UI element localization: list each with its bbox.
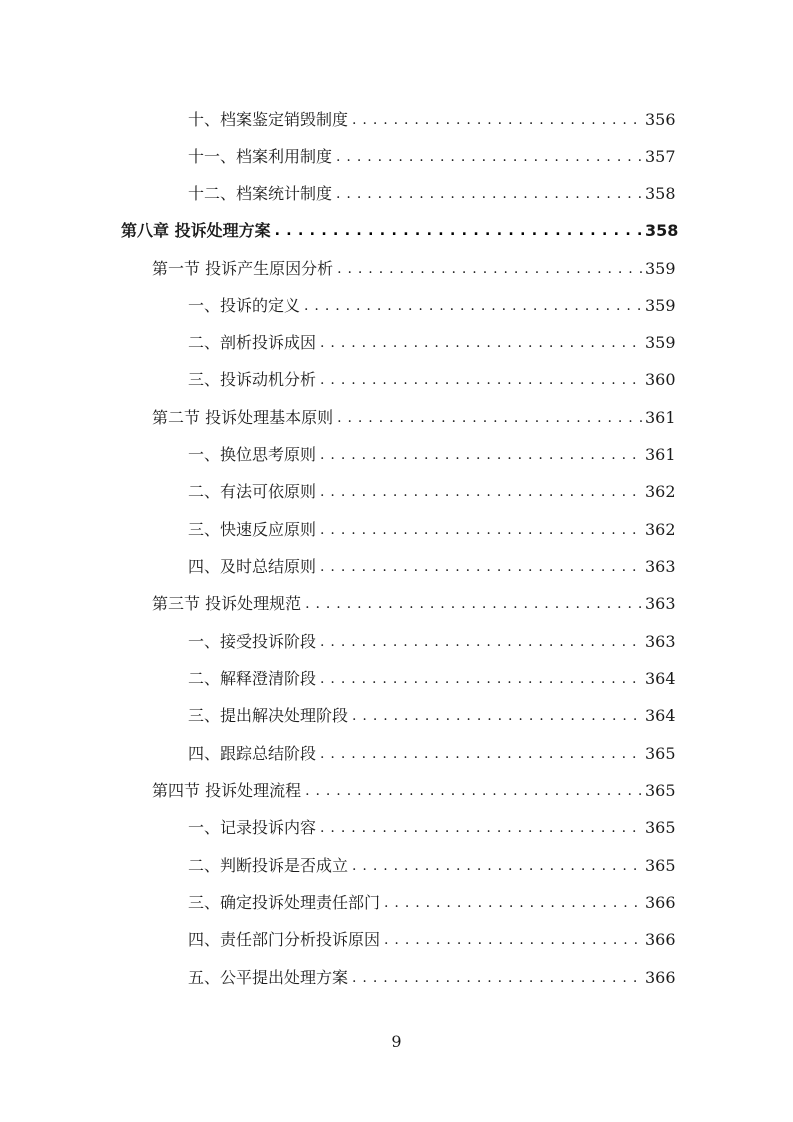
toc-entry-page: 360 <box>645 370 676 389</box>
toc-leader-dots <box>337 254 643 284</box>
toc-entry[interactable] <box>188 440 676 470</box>
toc-entry-label: 二、剖析投诉成因 <box>188 333 317 352</box>
toc-leader-dots <box>336 142 643 172</box>
toc-entry-page: 362 <box>645 482 676 501</box>
toc-entry[interactable] <box>188 328 676 358</box>
toc-section-entry[interactable] <box>152 589 676 619</box>
toc-entry[interactable] <box>188 105 676 135</box>
toc-entry-label: 第八章 投诉处理方案 <box>121 221 271 240</box>
toc-entry[interactable] <box>188 739 676 769</box>
toc-entry-page: 361 <box>645 408 676 427</box>
toc-entry-page: 363 <box>645 557 676 576</box>
toc-leader-dots <box>320 664 643 694</box>
toc-entry-label: 三、投诉动机分析 <box>188 370 317 389</box>
toc-entry[interactable] <box>188 515 676 545</box>
toc-leader-dots <box>320 627 643 657</box>
toc-entry-page: 363 <box>645 594 676 613</box>
toc-entry-label: 二、解释澄清阶段 <box>188 669 317 688</box>
toc-leader-dots <box>320 440 643 470</box>
toc-entry-label: 十二、档案统计制度 <box>188 184 333 203</box>
toc-leader-dots <box>320 365 643 395</box>
toc-entry[interactable] <box>188 179 676 209</box>
toc-section-entry[interactable] <box>152 403 676 433</box>
toc-section-entry[interactable] <box>152 776 676 806</box>
toc-leader-dots <box>305 589 643 619</box>
toc-leader-dots <box>305 776 643 806</box>
toc-entry-label: 十一、档案利用制度 <box>188 147 333 166</box>
toc-entry[interactable] <box>188 701 676 731</box>
toc-leader-dots <box>337 403 643 433</box>
toc-leader-dots <box>320 813 643 843</box>
toc-leader-dots <box>320 515 643 545</box>
toc-entry[interactable] <box>188 627 676 657</box>
toc-entry-label: 二、判断投诉是否成立 <box>188 856 349 875</box>
toc-entry-page: 356 <box>645 110 676 129</box>
toc-leader-dots <box>320 739 643 769</box>
toc-entry[interactable] <box>188 477 676 507</box>
toc-entry[interactable] <box>188 664 676 694</box>
toc-leader-dots <box>352 851 643 881</box>
toc-entry-label: 四、跟踪总结阶段 <box>188 744 317 763</box>
toc-entry-page: 359 <box>645 296 676 315</box>
toc-entry-label: 第四节 投诉处理流程 <box>152 781 302 800</box>
toc-entry-label: 一、投诉的定义 <box>188 296 301 315</box>
toc-leader-dots <box>320 477 643 507</box>
toc-entry-label: 第二节 投诉处理基本原则 <box>152 408 334 427</box>
toc-entry-page: 366 <box>645 893 676 912</box>
toc-entry-label: 第一节 投诉产生原因分析 <box>152 259 334 278</box>
toc-entry-label: 十、档案鉴定销毁制度 <box>188 110 349 129</box>
toc-entry[interactable] <box>188 963 676 993</box>
toc-entry-label: 一、记录投诉内容 <box>188 818 317 837</box>
toc-leader-dots <box>352 105 643 135</box>
toc-entry-page: 359 <box>645 259 676 278</box>
toc-entry-page: 358 <box>645 221 679 240</box>
toc-entry-label: 一、接受投诉阶段 <box>188 632 317 651</box>
toc-entry-page: 357 <box>645 147 676 166</box>
toc-leader-dots <box>320 328 643 358</box>
toc-leader-dots <box>352 963 643 993</box>
toc-entry-page: 358 <box>645 184 676 203</box>
toc-entry[interactable] <box>188 291 676 321</box>
toc-entry[interactable] <box>188 925 676 955</box>
toc-entry-page: 365 <box>645 744 676 763</box>
toc-entry-page: 364 <box>645 669 676 688</box>
toc-chapter-entry[interactable] <box>121 216 679 246</box>
toc-entry-page: 366 <box>645 930 676 949</box>
toc-entry[interactable] <box>188 552 676 582</box>
toc-entry-page: 365 <box>645 781 676 800</box>
toc-leader-dots <box>384 888 643 918</box>
toc-leader-dots <box>336 179 643 209</box>
toc-entry-label: 三、快速反应原则 <box>188 520 317 539</box>
toc-entry-label: 三、确定投诉处理责任部门 <box>188 893 381 912</box>
toc-entry-page: 359 <box>645 333 676 352</box>
toc-leader-dots <box>384 925 643 955</box>
toc-entry[interactable] <box>188 813 676 843</box>
toc-entry-page: 366 <box>645 968 676 987</box>
page-number: 9 <box>391 1032 402 1051</box>
toc-entry-label: 一、换位思考原则 <box>188 445 317 464</box>
toc-entry-label: 五、公平提出处理方案 <box>188 968 349 987</box>
toc-entry-label: 四、及时总结原则 <box>188 557 317 576</box>
toc-entry-label: 第三节 投诉处理规范 <box>152 594 302 613</box>
toc-entry-page: 363 <box>645 632 676 651</box>
toc-entry-page: 365 <box>645 856 676 875</box>
toc-leader-dots <box>304 291 643 321</box>
toc-entry-page: 365 <box>645 818 676 837</box>
toc-entry-label: 三、提出解决处理阶段 <box>188 706 349 725</box>
toc-entry[interactable] <box>188 142 676 172</box>
toc-entry-label: 四、责任部门分析投诉原因 <box>188 930 381 949</box>
toc-leader-dots <box>352 701 643 731</box>
toc-entry[interactable] <box>188 365 676 395</box>
toc-entry-page: 364 <box>645 706 676 725</box>
toc-entry-label: 二、有法可依原则 <box>188 482 317 501</box>
toc-section-entry[interactable] <box>152 254 676 284</box>
toc-entry-page: 362 <box>645 520 676 539</box>
toc-leader-dots <box>320 552 643 582</box>
toc-entry[interactable] <box>188 851 676 881</box>
toc-leader-dots <box>275 216 643 246</box>
toc-entry[interactable] <box>188 888 676 918</box>
toc-entry-page: 361 <box>645 445 676 464</box>
